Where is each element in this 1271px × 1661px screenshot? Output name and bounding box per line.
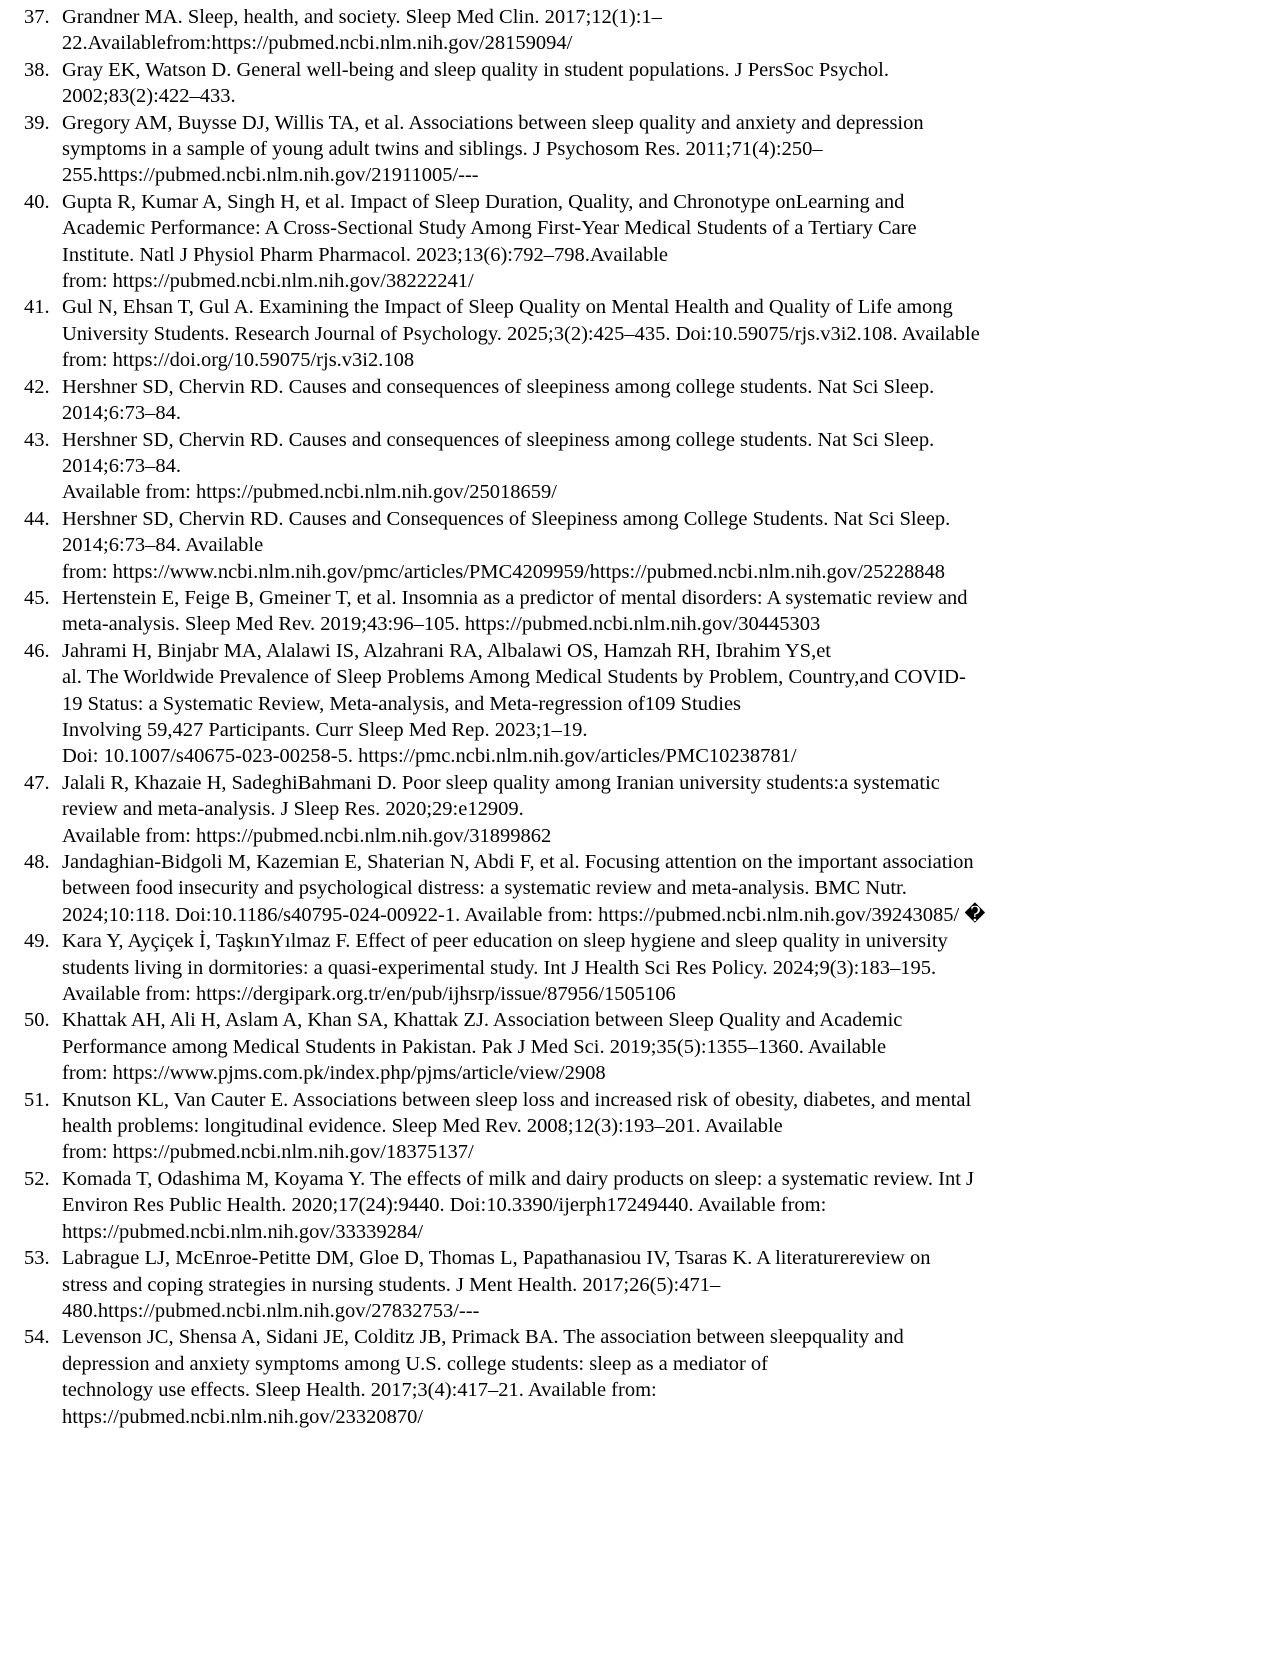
reference-item <box>24 1324 1251 1430</box>
reference-text-line: Performance among Medical Students in Pakistan. Pak J Med Sci. 2019;35(5):1355–1360. Available <box>62 1035 887 1058</box>
reference-text-line: Levenson JC, Shensa A, Sidani JE, Colditz JB, Primack BA. The association between sleepquality and <box>62 1326 904 1349</box>
reference-text-line: from: https://www.pjms.com.pk/index.php/pjms/article/view/2908 <box>62 1062 606 1085</box>
reference-list <box>24 4 1251 1430</box>
reference-text-line: 2024;10:118. Doi:10.1186/s40795-024-00922-1. Available from: https://pubmed.ncbi.nlm.nih.gov/39243085/ � <box>62 903 986 926</box>
reference-text-line: Gray EK, Watson D. General well-being and sleep quality in student populations. J PersSoc Psychol. <box>62 58 889 81</box>
reference-number: 49. <box>24 930 50 953</box>
reference-text-line: Available from: https://dergipark.org.tr/en/pub/ijhsrp/issue/87956/1505106 <box>62 983 676 1006</box>
reference-number: 37. <box>24 6 50 28</box>
reference-number: 41. <box>24 296 50 319</box>
reference-number: 39. <box>24 111 50 134</box>
reference-text-line: Institute. Natl J Physiol Pharm Pharmacol. 2023;13(6):792–798.Available <box>62 243 669 266</box>
reference-text-line: Jandaghian-Bidgoli M, Kazemian E, Shaterian N, Abdi F, et al. Focusing attention on the important association <box>62 851 974 873</box>
reference-text-line: Kara Y, Ayçiçek İ, TaşkınYılmaz F. Effect of peer education on sleep hygiene and sleep quality in university <box>62 930 948 953</box>
reference-text-line: Gupta R, Kumar A, Singh H, et al. Impact of Sleep Duration, Quality, and Chronotype onLearning and <box>62 190 905 213</box>
reference-text-line: Grandner MA. Sleep, health, and society. Sleep Med Clin. 2017;12(1):1– <box>62 6 662 28</box>
reference-item <box>24 506 1251 585</box>
reference-item <box>24 585 1251 638</box>
reference-text-line: Available from: https://pubmed.ncbi.nlm.nih.gov/31899862 <box>62 824 552 847</box>
reference-text-line: 255.https://pubmed.ncbi.nlm.nih.gov/21911005/--- <box>62 164 479 187</box>
reference-number: 46. <box>24 639 50 662</box>
reference-text-line: technology use effects. Sleep Health. 2017;3(4):417–21. Available from: <box>62 1379 657 1402</box>
reference-text-line: Hertenstein E, Feige B, Gmeiner T, et al. Insomnia as a predictor of mental disorders: A systematic review and <box>62 586 968 609</box>
reference-text-line: Environ Res Public Health. 2020;17(24):9440. Doi:10.3390/ijerph17249440. Available from: <box>62 1194 827 1217</box>
reference-number: 51. <box>24 1088 50 1111</box>
reference-text-line: Academic Performance: A Cross-Sectional Study Among First-Year Medical Students of a Tertiary Care <box>62 217 917 240</box>
reference-text-line: Knutson KL, Van Cauter E. Associations between sleep loss and increased risk of obesity, diabetes, and mental <box>62 1088 972 1111</box>
reference-item <box>24 849 1251 928</box>
reference-text-line: stress and coping strategies in nursing students. J Ment Health. 2017;26(5):471– <box>62 1273 721 1296</box>
reference-text-line: 480.https://pubmed.ncbi.nlm.nih.gov/27832753/--- <box>62 1299 480 1322</box>
reference-number: 44. <box>24 507 50 530</box>
reference-item <box>24 374 1251 427</box>
reference-item <box>24 928 1251 1007</box>
reference-text-line: Khattak AH, Ali H, Aslam A, Khan SA, Khattak ZJ. Association between Sleep Quality and Academic <box>62 1009 903 1032</box>
reference-text-line: review and meta-analysis. J Sleep Res. 2020;29:e12909. <box>62 798 524 821</box>
reference-text-line: Komada T, Odashima M, Koyama Y. The effects of milk and dairy products on sleep: a systematic review. Int J <box>62 1167 975 1190</box>
reference-number: 52. <box>24 1167 50 1190</box>
reference-item <box>24 427 1251 506</box>
reference-number: 38. <box>24 58 50 81</box>
reference-text-line: 2014;6:73–84. Available <box>62 534 264 557</box>
reference-number: 43. <box>24 428 50 451</box>
reference-item <box>24 1166 1251 1245</box>
reference-text-line: 19 Status: a Systematic Review, Meta-analysis, and Meta-regression of109 Studies <box>62 692 742 715</box>
reference-item <box>24 4 1251 57</box>
reference-text-line: Jalali R, Khazaie H, SadeghiBahmani D. Poor sleep quality among Iranian university students:a systematic <box>62 771 940 794</box>
reference-text-line: from: https://pubmed.ncbi.nlm.nih.gov/38222241/ <box>62 270 474 293</box>
reference-item <box>24 770 1251 849</box>
reference-text-line: students living in dormitories: a quasi-experimental study. Int J Health Sci Res Policy. 2024;9(3):183–195. <box>62 956 937 979</box>
reference-item <box>24 1007 1251 1086</box>
reference-item <box>24 1245 1251 1324</box>
reference-number: 47. <box>24 771 50 794</box>
reference-item <box>24 1087 1251 1166</box>
reference-text-line: Gregory AM, Buysse DJ, Willis TA, et al. Associations between sleep quality and anxiety and depression <box>62 111 924 134</box>
reference-text-line: Involving 59,427 Participants. Curr Sleep Med Rep. 2023;1–19. <box>62 718 588 741</box>
reference-text-line: from: https://pubmed.ncbi.nlm.nih.gov/18375137/ <box>62 1141 474 1164</box>
reference-text-line: Available from: https://pubmed.ncbi.nlm.nih.gov/25018659/ <box>62 481 557 504</box>
reference-text-line: 22.Availablefrom:https://pubmed.ncbi.nlm.nih.gov/28159094/ <box>62 32 573 55</box>
reference-number: 53. <box>24 1247 50 1270</box>
reference-text-line: https://pubmed.ncbi.nlm.nih.gov/33339284/ <box>62 1220 424 1243</box>
reference-text-line: 2002;83(2):422–433. <box>62 85 236 108</box>
reference-item <box>24 638 1251 770</box>
reference-item <box>24 294 1251 373</box>
reference-text-line: from: https://doi.org/10.59075/rjs.v3i2.108 <box>62 349 415 372</box>
reference-number: 54. <box>24 1326 50 1349</box>
reference-text-line: symptoms in a sample of young adult twins and siblings. J Psychosom Res. 2011;71(4):250– <box>62 138 823 161</box>
reference-item <box>24 57 1251 110</box>
reference-number: 48. <box>24 851 50 873</box>
reference-text-line: https://pubmed.ncbi.nlm.nih.gov/23320870/ <box>62 1405 424 1428</box>
reference-text-line: Hershner SD, Chervin RD. Causes and Consequences of Sleepiness among College Students. Nat Sci Sleep. <box>62 507 951 530</box>
reference-text-line: Hershner SD, Chervin RD. Causes and consequences of sleepiness among college students. Nat Sci Sleep. <box>62 375 935 398</box>
reference-number: 50. <box>24 1009 50 1032</box>
reference-text-line: from: https://www.ncbi.nlm.nih.gov/pmc/articles/PMC4209959/https://pubmed.ncbi.nlm.nih.gov/25228848 <box>62 560 945 583</box>
reference-number: 40. <box>24 190 50 213</box>
reference-text-line: Hershner SD, Chervin RD. Causes and consequences of sleepiness among college students. Nat Sci Sleep. <box>62 428 935 451</box>
reference-text-line: meta-analysis. Sleep Med Rev. 2019;43:96–105. https://pubmed.ncbi.nlm.nih.gov/30445303 <box>62 613 821 636</box>
reference-text-line: Jahrami H, Binjabr MA, Alalawi IS, Alzahrani RA, Albalawi OS, Hamzah RH, Ibrahim YS,et <box>62 639 832 662</box>
reference-item <box>24 189 1251 295</box>
reference-number: 45. <box>24 586 50 609</box>
reference-text-line: University Students. Research Journal of Psychology. 2025;3(2):425–435. Doi:10.59075/rjs.v3i2.108. Available <box>62 322 980 345</box>
reference-item <box>24 110 1251 189</box>
reference-text-line: health problems: longitudinal evidence. Sleep Med Rev. 2008;12(3):193–201. Available <box>62 1115 783 1138</box>
reference-text-line: Doi: 10.1007/s40675-023-00258-5. https://pmc.ncbi.nlm.nih.gov/articles/PMC10238781/ <box>62 745 797 768</box>
reference-text-line: Labrague LJ, McEnroe-Petitte DM, Gloe D, Thomas L, Papathanasiou IV, Tsaras K. A literaturereview on <box>62 1247 931 1270</box>
reference-number: 42. <box>24 375 50 398</box>
reference-text-line: depression and anxiety symptoms among U.S. college students: sleep as a mediator of <box>62 1352 768 1375</box>
reference-text-line: between food insecurity and psychological distress: a systematic review and meta-analysis. BMC Nutr. <box>62 877 907 900</box>
reference-text-line: 2014;6:73–84. <box>62 402 182 425</box>
reference-text-line: Gul N, Ehsan T, Gul A. Examining the Impact of Sleep Quality on Mental Health and Quality of Life among <box>62 296 953 319</box>
reference-text-line: al. The Worldwide Prevalence of Sleep Problems Among Medical Students by Problem, Country,and COVID- <box>62 666 966 689</box>
reference-text-line: 2014;6:73–84. <box>62 454 182 477</box>
